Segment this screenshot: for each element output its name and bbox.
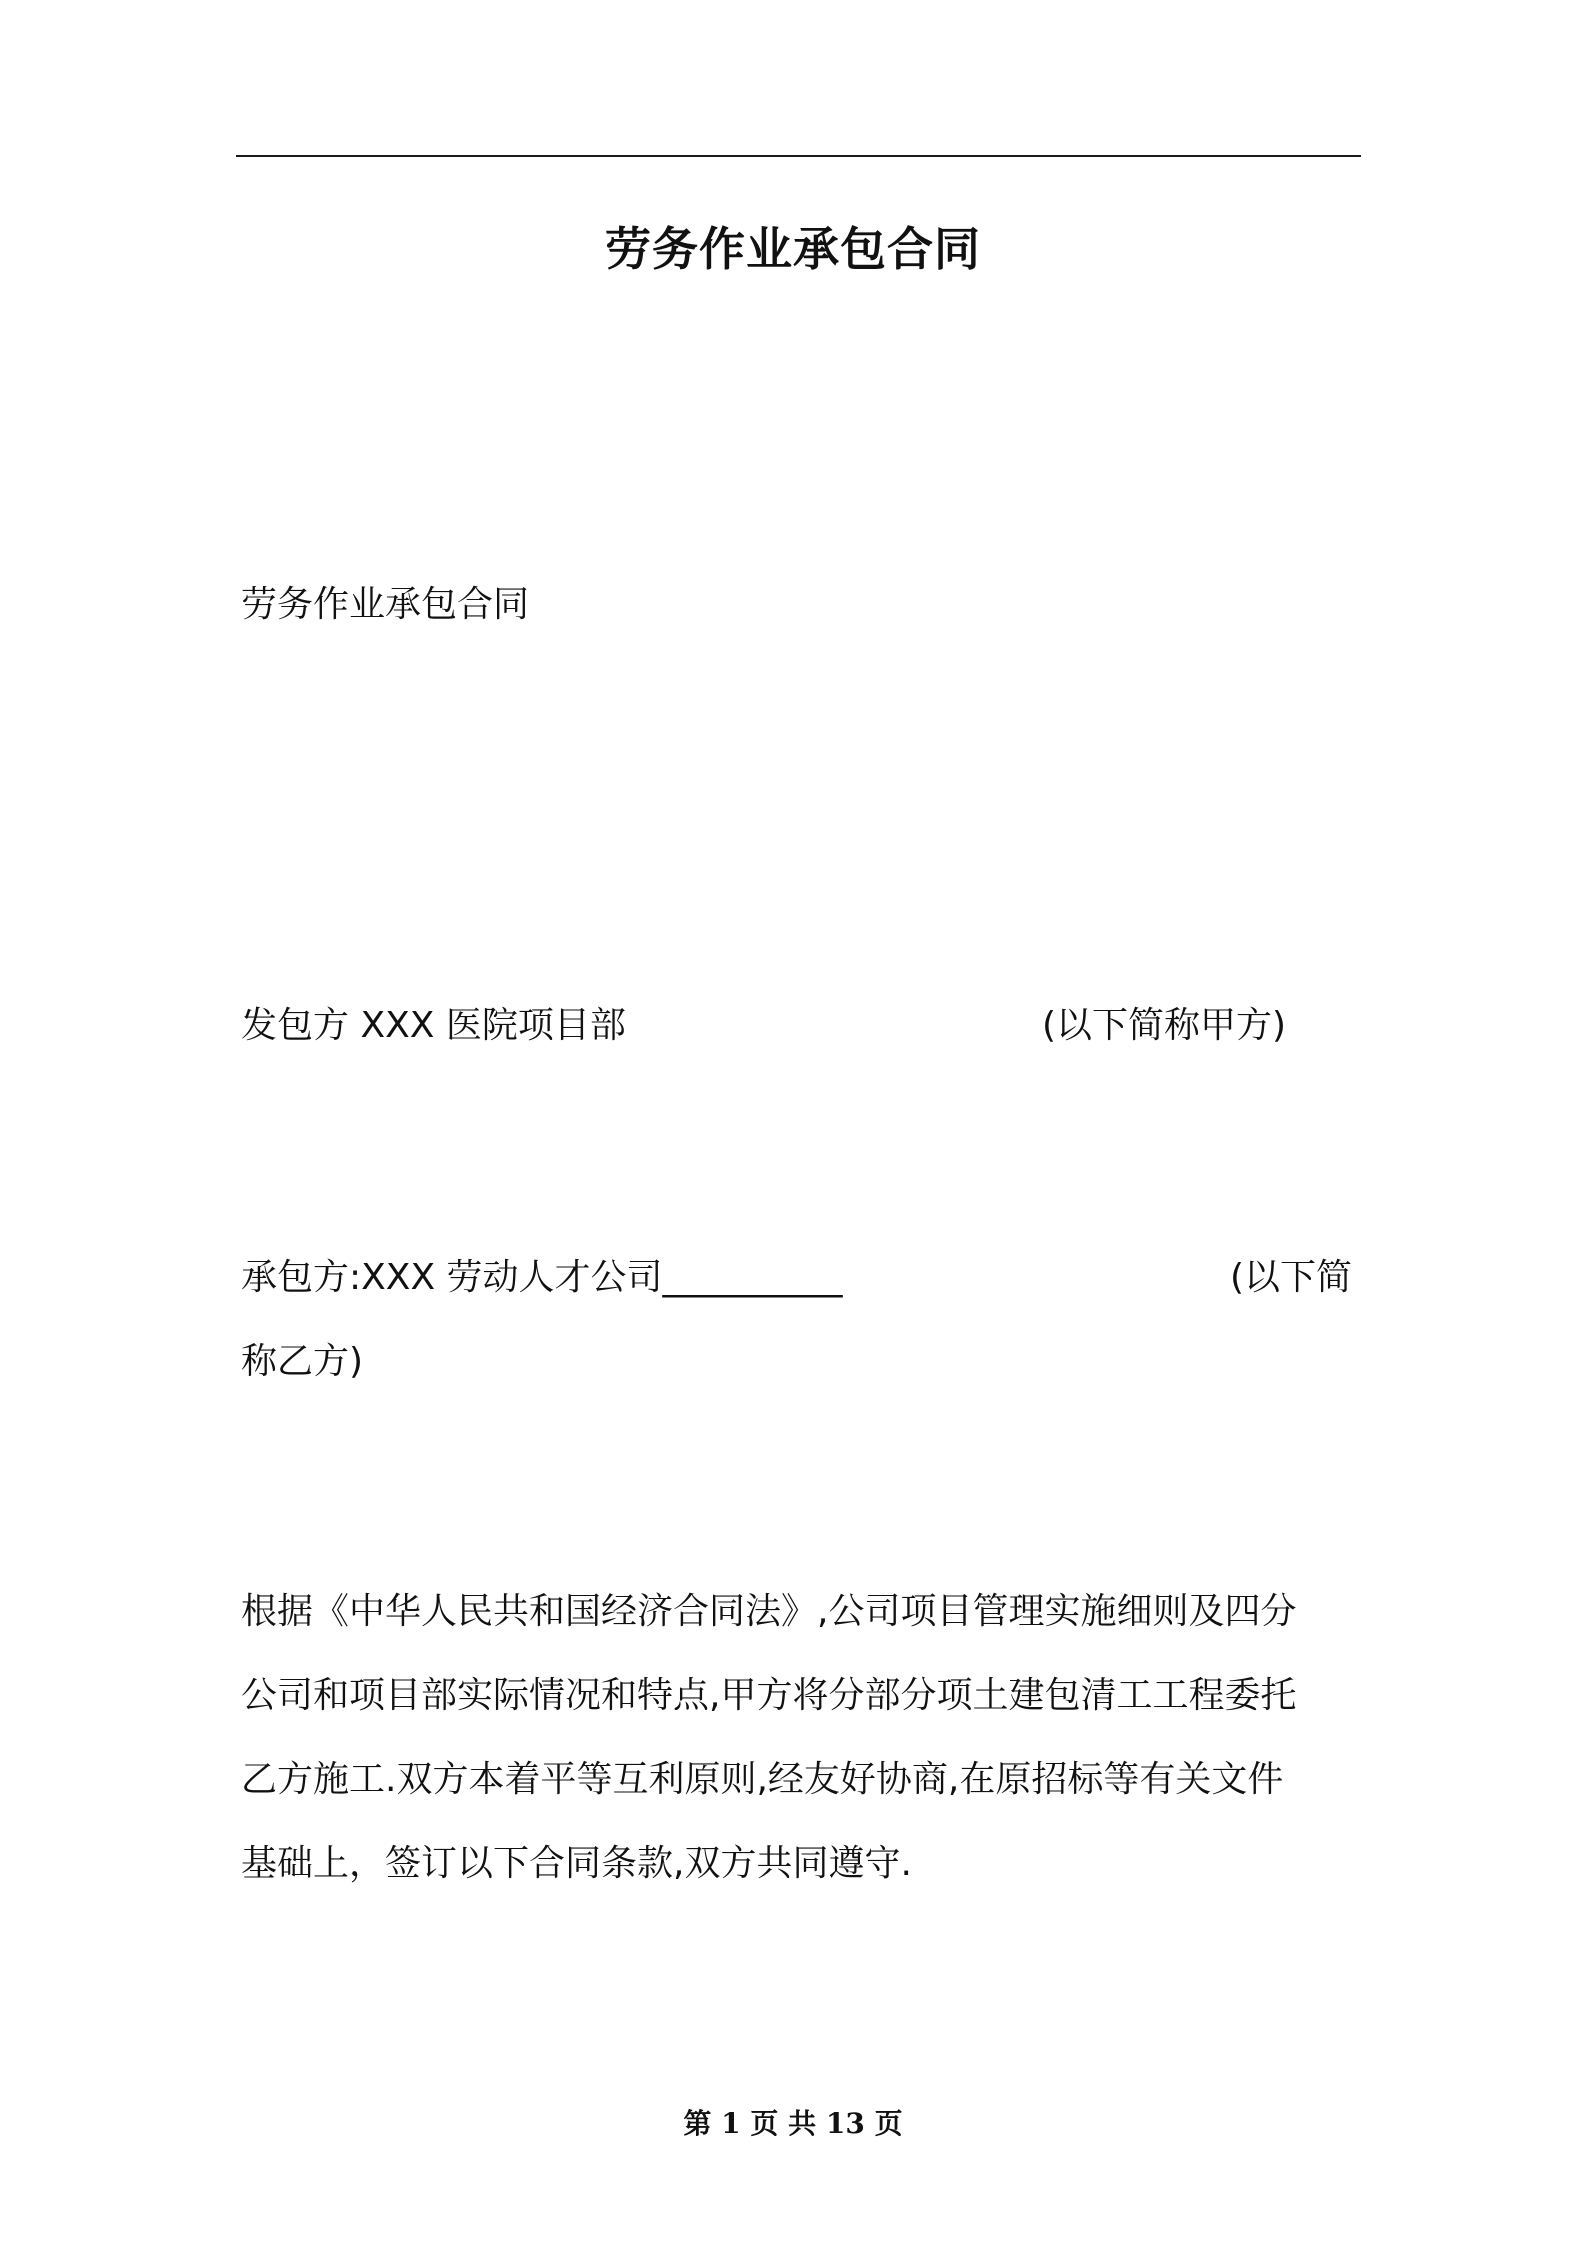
party-b-alias-line1: (以下简 [1230,1257,1353,1298]
page-number-footer: 第 1 页 共 13 页 [683,2107,903,2140]
document-subtitle: 劳务作业承包合同 [241,584,530,625]
paragraph-line: 公司和项目部实际情况和特点,甲方将分部分项土建包清工工程委托 [241,1675,1297,1716]
paragraph-line: 基础上，签订以下合同条款,双方共同遵守. [241,1843,912,1884]
party-a-name: 发包方 XXX 医院项目部 [241,1005,626,1046]
document-title: 劳务作业承包合同 [605,222,981,276]
paragraph-line: 根据《中华人民共和国经济合同法》,公司项目管理实施细则及四分 [241,1591,1297,1632]
party-b-name: 承包方:XXX 劳动人才公司__________ [241,1257,843,1298]
header-rule [236,155,1361,157]
party-b-alias-line2: 称乙方) [241,1341,364,1382]
party-a-alias: (以下简称甲方) [1042,1005,1287,1046]
paragraph-line: 乙方施工.双方本着平等互利原则,经友好协商,在原招标等有关文件 [241,1759,1284,1800]
